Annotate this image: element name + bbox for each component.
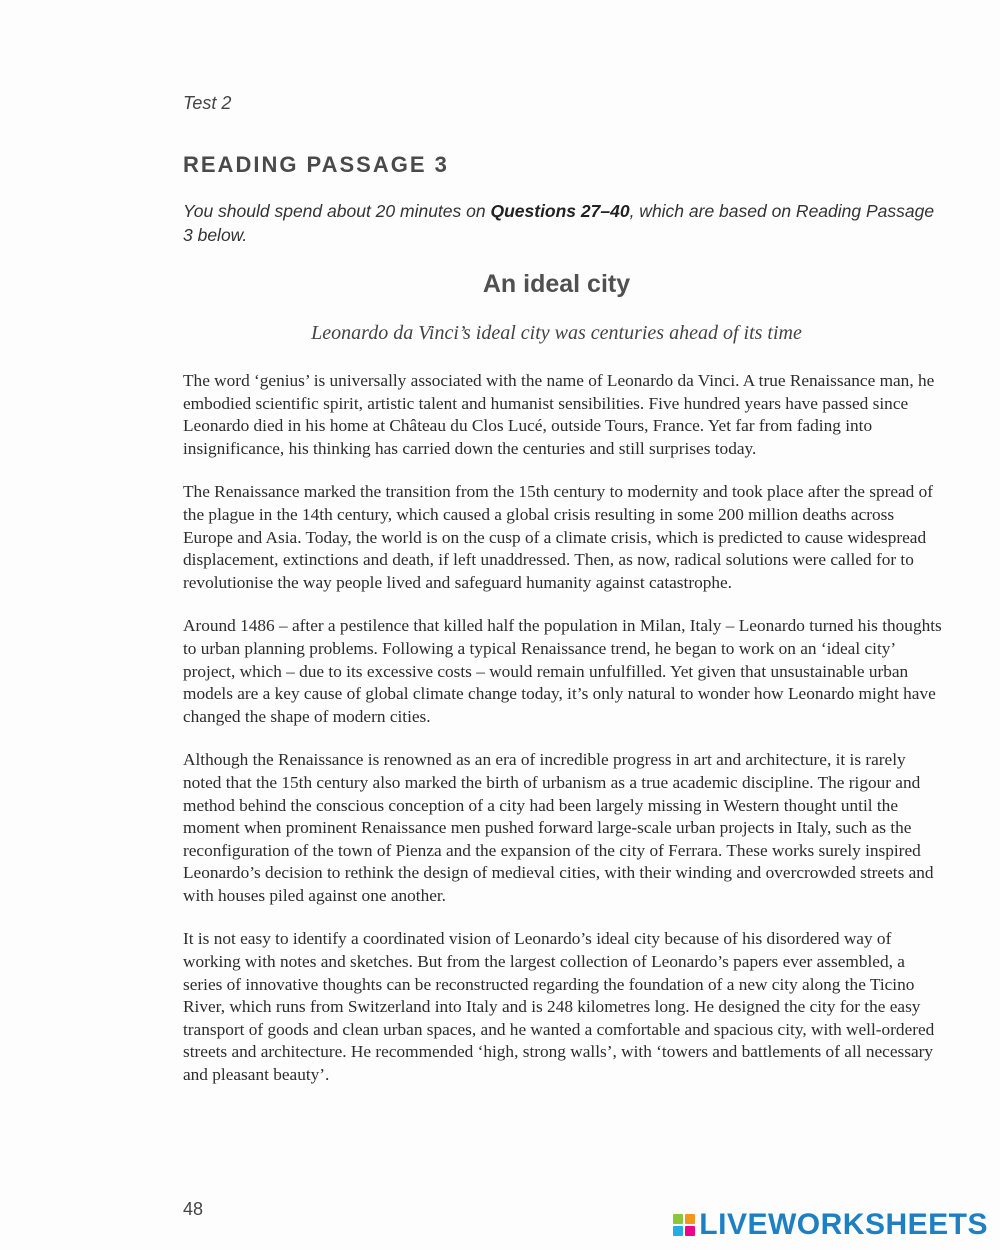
instructions-outro: , which are based on Reading Passage 3 below. (183, 201, 935, 245)
paragraph-5: It is not easy to identify a coordinated vision of Leonardo’s ideal city because of his disordered way of working with notes and sketches. But from the largest collection of Leonardo’s papers ever assembled, a series of innovative thoughts can be reconstructed regarding the foundation of a new city along the Ticino River, which runs from Switzerland into Italy and is 248 kilometres long. He designed the city for the easy transport of goods and clean urban spaces, and he wanted a comfortable and spacious city, with well-ordered streets and architecture. He recommended ‘high, strong walls’, with ‘towers and battlements of all necessary and pleasant beauty’. (183, 929, 935, 1085)
paragraph-3: Around 1486 – after a pestilence that killed half the population in Milan, Italy – Leonardo turned his thoughts to urban planning problems. Following a typical Renaissance trend, he began to work on an ‘ideal city’ project, which – due to its excessive costs – would remain unfulfilled. Yet given that unsustainable urban models are a key cause of global climate change today, it’s only natural to wonder how Leonardo might have changed the shape of modern cities. (183, 616, 942, 726)
logo-square-orange (685, 1214, 695, 1224)
article-title: An ideal city (482, 270, 631, 298)
paragraph-2: The Renaissance marked the transition from the 15th century to modernity and took place after the spread of the plague in the 14th century, which caused a global crisis resulting in some 200 million deaths across Europe and Asia. Today, the world is on the cusp of a climate crisis, which is predicted to cause widespread displacement, extinctions and death, if left unaddressed. Then, as now, radical solutions were called for to revolutionise the way people lived and safeguard humanity against catastrophe. (183, 482, 934, 592)
page-number: 48 (183, 1199, 204, 1219)
instructions-intro: You should spend about 20 minutes on (183, 201, 491, 221)
instructions-questions: Questions 27–40 (490, 201, 630, 221)
section-title: READING PASSAGE 3 (183, 152, 449, 177)
logo-square-blue (673, 1226, 683, 1236)
liveworksheets-brand[interactable] (673, 1208, 988, 1242)
article-subtitle: Leonardo da Vinci’s ideal city was centuries ahead of its time (311, 322, 802, 344)
logo-square-green (673, 1214, 683, 1224)
instructions (183, 199, 943, 247)
logo-square-pink (685, 1226, 695, 1236)
article-body (183, 370, 943, 1108)
paragraph-4: Although the Renaissance is renowned as an era of incredible progress in art and architecture, it is rarely noted that the 15th century also marked the birth of urbanism as a true academic discipline. The rigour and method behind the conscious conception of a city had been largely missing in Western thought until the moment when prominent Renaissance men pushed forward large-scale urban projects in Italy, such as the reconfiguration of the town of Pienza and the expansion of the city of Ferrara. These works surely inspired Leonardo’s decision to rethink the design of medieval cities, with their winding and overcrowded streets and with houses piled against one another. (183, 750, 934, 905)
brand-name: LIVEWORKSHEETS (699, 1208, 988, 1241)
paragraph-1: The word ‘genius’ is universally associated with the name of Leonardo da Vinci. A true Renaissance man, he embodied scientific spirit, artistic talent and humanist sensibilities. Five hundred years have passed since Leonardo died in his home at Château du Clos Lucé, outside Tours, France. Yet far from fading into insignificance, his thinking has carried down the centuries and still surprises today. (183, 371, 935, 458)
liveworksheets-logo-icon (673, 1214, 695, 1236)
test-label: Test 2 (183, 93, 232, 113)
